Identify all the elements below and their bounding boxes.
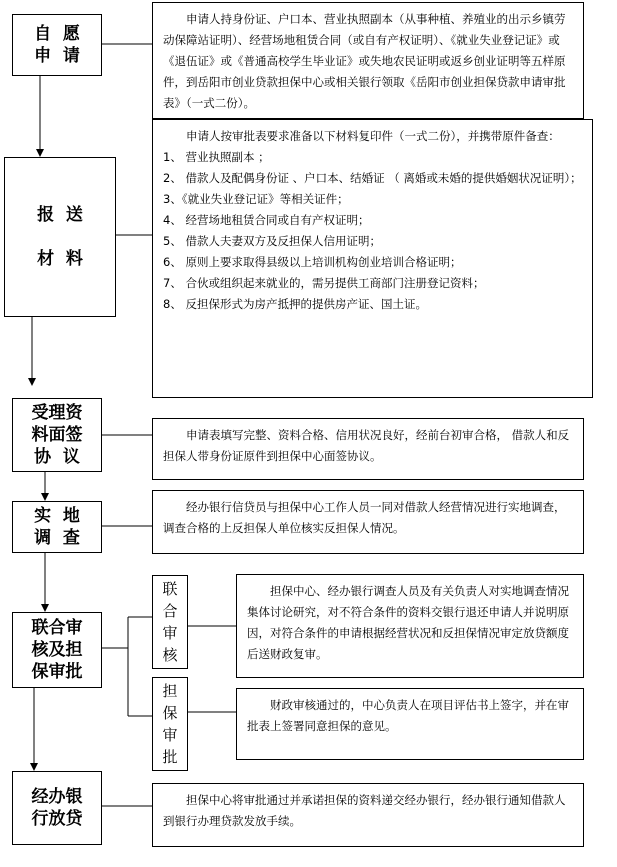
materials-list-item: 2、 借款人及配偶身份证 、户口本、结婚证 （ 离婚或未婚的提供婚姻状况证明）； (163, 171, 582, 185)
desc-survey-text: 经办银行信贷员与担保中心工作人员一同对借款人经营情况进行实地调查，调查合格的上反担保人单位核实反担保人情况。 (163, 500, 566, 535)
step-accept-sign: 受理资 料面签 协 议 (12, 398, 102, 472)
step-site-survey: 实 地 调 查 (12, 501, 102, 553)
desc-apply-text: 申请人持身份证、户口本、营业执照副本（从事种植、养殖业的出示乡镇劳动保障站证明）、经营场地租赁合同（或自有产权证明）、《就业失业登记证》或《退伍证》或《普通高校学生毕业证》或失地农民证明或返乡创业证明等五样原件，到岳阳市创业贷款担保中心或相关银行领取《岳阳市创业担保贷款申请审批表》（一式二份）。 (163, 12, 566, 110)
substep-guarantee-approval: 担 保 审 批 (152, 677, 188, 771)
desc-materials-intro: 申请人按审批表要求准备以下材料复印件（一式二份），并携带原件备查： (186, 129, 560, 143)
materials-list (163, 147, 584, 315)
step-apply: 自 愿 申 请 (12, 14, 102, 76)
materials-list-item: 4、 经营场地租赁合同或自有产权证明； (163, 213, 370, 227)
desc-guarantee-approval (236, 688, 584, 760)
desc-loan (152, 783, 584, 847)
desc-sign (152, 418, 584, 480)
step-joint-review: 联合审 核及担 保审批 (12, 612, 102, 688)
desc-sign-text: 申请表填写完整、资料合格、信用状况良好，经前台初审合格， 借款人和反担保人带身份证原件到担保中心面签协议。 (163, 428, 570, 463)
desc-materials (152, 119, 593, 398)
materials-list-item: 3、《就业失业登记证》等相关证件； (163, 192, 349, 206)
step-submit-materials: 报 送 材 料 (4, 157, 116, 317)
step-bank-loan: 经办银 行放贷 (12, 771, 102, 845)
materials-list-item: 7、 合伙或组织起来就业的，需另提供工商部门注册登记资料； (163, 276, 485, 290)
desc-joint-review (236, 574, 584, 678)
materials-list-item: 6、 原则上要求取得县级以上培训机构创业培训合格证明； (163, 255, 462, 269)
desc-survey (152, 490, 584, 554)
desc-guarantee-approval-text: 财政审核通过的，中心负责人在项目评估书上签字，并在审批表上签署同意担保的意见。 (247, 698, 569, 733)
desc-joint-review-text: 担保中心、经办银行调查人员及有关负责人对实地调查情况集体讨论研究，对不符合条件的资料交银行退还申请人并说明原因，对符合条件的申请根据经营状况和反担保情况审定放贷额度后送财政复审。 (247, 584, 569, 661)
desc-loan-text: 担保中心将审批通过并承诺担保的资料递交经办银行，经办银行通知借款人到银行办理贷款发放手续。 (163, 793, 566, 828)
materials-list-item: 5、 借款人夫妻双方及反担保人信用证明； (163, 234, 381, 248)
materials-list-item: 1、 营业执照副本 ； (163, 150, 270, 164)
materials-list-item: 8、 反担保形式为房产抵押的提供房产证、国土证。 (163, 297, 427, 311)
substep-joint-review: 联 合 审 核 (152, 575, 188, 669)
desc-apply (152, 2, 584, 119)
